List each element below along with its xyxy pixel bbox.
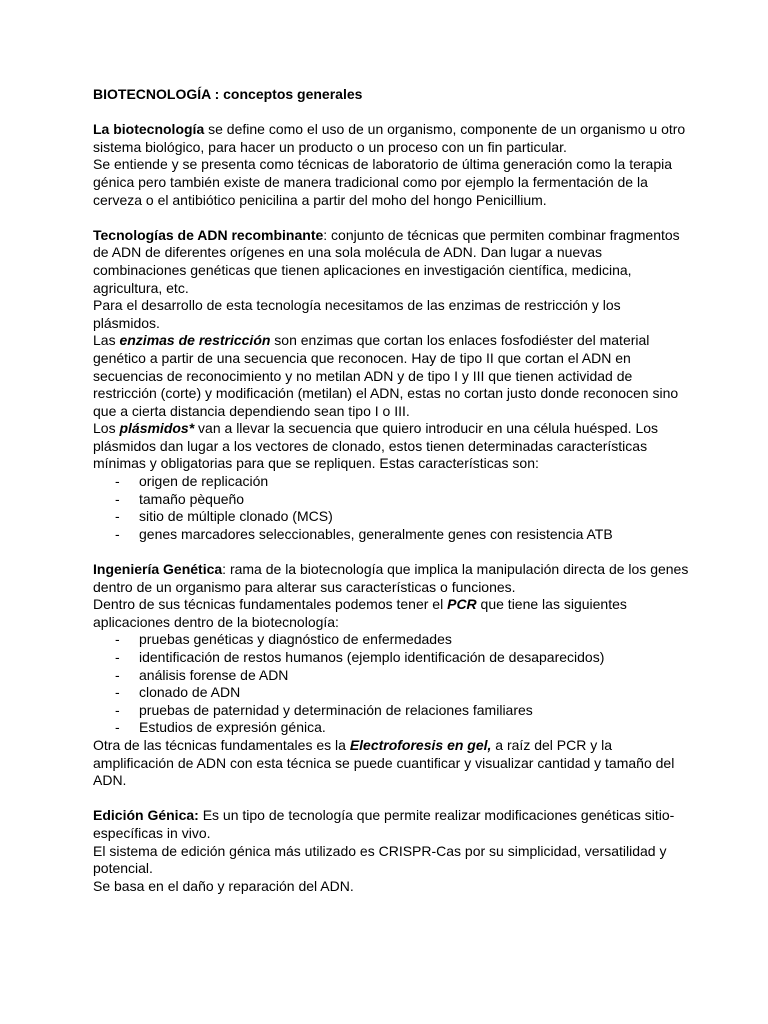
list-item bbox=[93, 526, 689, 544]
list-item-text: genes marcadores seleccionables, generalmente genes con resistencia ATB bbox=[139, 525, 613, 542]
biotech-definition-paragraph bbox=[93, 121, 689, 156]
list-item bbox=[93, 508, 689, 526]
list-marker: - bbox=[115, 490, 120, 507]
electro-prefix: Otra de las técnicas fundamentales es la bbox=[93, 736, 350, 753]
biotech-definition: se define como el uso de un organismo, componente de un organismo u otro sistema biológico, para hacer un producto o un proceso con un fin particular. bbox=[93, 121, 686, 155]
edicion-definition: Es un tipo de tecnología que permite realizar modificaciones genéticas sitio-específicas in vivo. bbox=[93, 807, 675, 841]
list-item-text: sitio de múltiple clonado (MCS) bbox=[139, 508, 333, 525]
pcr-text: que tiene las siguientes aplicaciones dentro de la biotecnología: bbox=[93, 596, 627, 630]
enzimas-prefix: Las bbox=[93, 332, 120, 349]
list-item-text: origen de replicación bbox=[139, 473, 269, 490]
adn-term: Tecnologías de ADN recombinante bbox=[93, 226, 324, 243]
spacer bbox=[93, 209, 689, 227]
list-item-text: tamaño pèqueño bbox=[139, 490, 245, 507]
list-item bbox=[93, 473, 689, 491]
spacer bbox=[93, 790, 689, 808]
list-item bbox=[93, 702, 689, 720]
ingenieria-definition: : rama de la biotecnología que implica la manipulación directa de los genes dentro de un organismo para alterar sus características o funciones. bbox=[93, 561, 689, 595]
ingenieria-definition-paragraph bbox=[93, 561, 689, 596]
plasmidos-term: plásmidos* bbox=[119, 420, 195, 437]
ingenieria-term: Ingeniería Genética bbox=[93, 561, 223, 578]
list-marker: - bbox=[115, 719, 120, 736]
list-item bbox=[93, 631, 689, 649]
list-item-text: análisis forense de ADN bbox=[139, 666, 289, 683]
list-marker: - bbox=[115, 525, 120, 542]
list-item-text: pruebas genéticas y diagnóstico de enfermedades bbox=[139, 631, 452, 648]
spacer bbox=[93, 104, 689, 122]
biotech-term: La biotecnología bbox=[93, 121, 205, 138]
list-marker: - bbox=[115, 508, 120, 525]
pcr-prefix: Dentro de sus técnicas fundamentales podemos tener el bbox=[93, 596, 448, 613]
list-item bbox=[93, 649, 689, 667]
edicion-paragraph-2: El sistema de edición génica más utilizado es CRISPR-Cas por su simplicidad, versatilidad y potencial. bbox=[93, 842, 667, 877]
list-item bbox=[93, 719, 689, 737]
spacer bbox=[93, 543, 689, 561]
electro-term: Electroforesis en gel, bbox=[349, 736, 492, 753]
list-marker: - bbox=[115, 666, 120, 683]
plasmidos-text: van a llevar la secuencia que quiero introducir en una célula huésped. Los plásmidos dan lugar a los vectores de clonado, estos tienen determinadas características mínimas y obligatorias para que se repliquen. Estas características son: bbox=[93, 420, 659, 472]
list-item-text: Estudios de expresión génica. bbox=[139, 719, 326, 736]
list-marker: - bbox=[115, 473, 120, 490]
enzimas-paragraph bbox=[93, 332, 689, 420]
page-title: BIOTECNOLOGÍA : conceptos generales bbox=[93, 86, 363, 102]
pcr-paragraph bbox=[93, 596, 689, 631]
plasmidos-prefix: Los bbox=[93, 420, 120, 437]
edicion-definition-paragraph bbox=[93, 807, 689, 842]
document-body bbox=[93, 86, 689, 895]
adn-definition-paragraph bbox=[93, 227, 689, 297]
list-item-text: identificación de restos humanos (ejemplo identificación de desaparecidos) bbox=[139, 649, 605, 665]
list-marker: - bbox=[115, 684, 120, 701]
electro-text: a raíz del PCR y la amplificación de ADN con esta técnica se puede cuantificar y visualizar cantidad y tamaño del ADN. bbox=[93, 736, 675, 789]
list-item bbox=[93, 684, 689, 702]
edicion-term: Edición Génica: bbox=[93, 807, 199, 824]
list-item bbox=[93, 491, 689, 509]
edicion-paragraph-3: Se basa en el daño y reparación del ADN. bbox=[93, 877, 354, 894]
list-item bbox=[93, 667, 689, 685]
biotech-paragraph-2: Se entiende y se presenta como técnicas de laboratorio de última generación como la terapia génica pero también existe de manera tradicional como por ejemplo la fermentación de la cerveza o el antibiótico penicilina a partir del moho del hongo Penicillium. bbox=[93, 156, 673, 208]
adn-definition: : conjunto de técnicas que permiten combinar fragmentos de ADN de diferentes orígenes en una sola molécula de ADN. Dan lugar a nuevas combinaciones genéticas que tienen aplicaciones en investigación científica, medicina, agricultura, etc. bbox=[93, 226, 680, 296]
list-item-text: pruebas de paternidad y determinación de relaciones familiares bbox=[139, 701, 533, 718]
list-marker: - bbox=[115, 649, 120, 665]
enzimas-term: enzimas de restricción bbox=[119, 332, 271, 349]
list-item-text: clonado de ADN bbox=[139, 684, 241, 701]
plasmidos-paragraph bbox=[93, 420, 689, 473]
electroforesis-paragraph bbox=[93, 737, 689, 790]
aplicaciones-list bbox=[93, 631, 689, 737]
list-marker: - bbox=[115, 701, 120, 718]
pcr-term: PCR bbox=[447, 596, 477, 613]
caracteristicas-list bbox=[93, 473, 689, 543]
list-marker: - bbox=[115, 631, 120, 648]
adn-paragraph-2: Para el desarrollo de esta tecnología necesitamos de las enzimas de restricción y los plásmidos. bbox=[93, 297, 621, 331]
enzimas-text: son enzimas que cortan los enlaces fosfodiéster del material genético a partir de una secuencia que reconocen. Hay de tipo II que cortan el ADN en secuencias de reconocimiento y no metilan ADN y de tipo I y III que tienen actividad de restricción (corte) y modificación (metilan) el ADN, estas no cortan justo donde reconocen sino que a cierta distancia dependiendo sean tipo I o III. bbox=[93, 332, 679, 419]
